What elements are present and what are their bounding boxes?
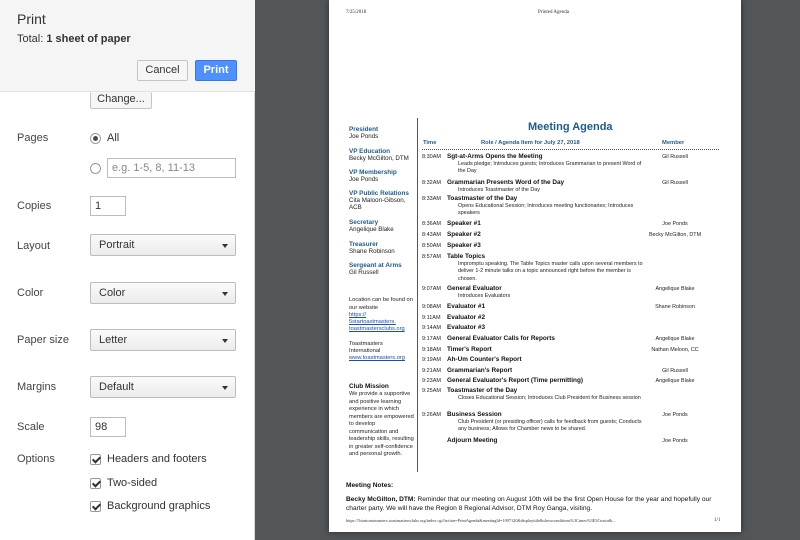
- copies-input[interactable]: 1: [90, 196, 126, 216]
- item-description: Opens Educational Session; Introduces meeting functionaries; Introduces speakers: [458, 203, 634, 217]
- item-title: Toastmaster of the Day: [447, 195, 518, 202]
- background-graphics-checkbox[interactable]: [90, 501, 101, 512]
- two-sided-label: Two-sided: [107, 477, 158, 489]
- item-title: Grammarian Presents Word of the Day: [447, 179, 565, 186]
- officer-name: Becky McGilton, DTM: [349, 155, 409, 162]
- col-member: Member: [662, 140, 685, 146]
- item-title: Speaker #1: [447, 220, 481, 227]
- item-time: 9:21AM: [422, 368, 441, 374]
- item-time: 8:57AM: [422, 254, 441, 260]
- item-member: Gil Russell: [662, 368, 688, 374]
- cancel-button[interactable]: Cancel: [137, 60, 188, 81]
- total-value: 1 sheet of paper: [46, 33, 131, 45]
- officer-title: VP Public Relations: [349, 190, 409, 197]
- chevron-down-icon: [222, 386, 228, 390]
- item-member: Joe Ponds: [662, 412, 688, 418]
- website-link-2[interactable]: 5startoastmasters.: [349, 319, 396, 325]
- paper-size-label: Paper size: [17, 334, 69, 346]
- item-time: 9:25AM: [422, 388, 441, 394]
- color-label: Color: [17, 287, 44, 299]
- total-summary: [17, 33, 131, 45]
- item-title: Adjourn Meeting: [447, 437, 498, 444]
- col-role: Role / Agenda Item for July 27, 2018: [481, 140, 580, 146]
- item-description: Introduces Toastmaster of the Day: [458, 187, 540, 193]
- item-time: 9:18AM: [422, 347, 441, 353]
- item-title: Evaluator #2: [447, 314, 486, 321]
- paper-size-select[interactable]: [90, 329, 236, 351]
- margins-label: Margins: [17, 381, 57, 393]
- item-member: Angelique Blake: [655, 286, 695, 292]
- layout-label: Layout: [17, 240, 51, 252]
- location-text: Location can be found on our website: [349, 297, 413, 311]
- scale-input[interactable]: 98: [90, 417, 126, 437]
- margins-value: Default: [99, 381, 134, 393]
- item-title: Sgt-at-Arms Opens the Meeting: [447, 153, 543, 160]
- item-member: Angelique Blake: [655, 336, 695, 342]
- footer-url: https://5startoastmasters.toastmastersclubs.org/index.cgi?action=PrintAgenda&meetingId=1097120&displaytitle&showconditions%3Cimes%3E3Cextra&...: [346, 518, 616, 523]
- officer-name: Angelique Blake: [349, 226, 394, 233]
- item-time: 9:08AM: [422, 304, 441, 310]
- item-description: Impromptu speaking. The Table Topics master calls upon several members to deliver 1-2 minute talks on a topic announced right before the member is chosen.: [458, 261, 643, 282]
- item-time: 8:43AM: [422, 232, 441, 238]
- item-description: Leads pledge; Introduces guests; Introduces Grammarian to present Word of the Day: [458, 161, 642, 175]
- background-graphics-label: Background graphics: [107, 500, 211, 512]
- item-title: General Evaluator Calls for Reports: [447, 335, 555, 342]
- scale-label: Scale: [17, 421, 45, 433]
- item-title: Table Topics: [447, 253, 486, 260]
- dialog-title: Print: [17, 11, 46, 27]
- print-preview-page[interactable]: [329, 0, 741, 532]
- item-description: Introduces Evaluators: [458, 293, 511, 299]
- options-label: Options: [17, 453, 55, 465]
- item-member: Shane Robinson: [655, 304, 695, 310]
- item-member: Joe Ponds: [662, 221, 688, 227]
- mission-title: Club Mission: [349, 383, 389, 390]
- officer-title: President: [349, 126, 379, 133]
- layout-value: Portrait: [99, 239, 135, 251]
- item-title: Toastmaster of the Day: [447, 387, 518, 394]
- pages-custom-radio[interactable]: [90, 163, 101, 174]
- item-title: Evaluator #1: [447, 303, 486, 310]
- item-title: General Evaluator's Report (Time permitting): [447, 377, 583, 384]
- header-date: 7/25/2018: [346, 10, 367, 15]
- officer-title: Treasurer: [349, 241, 379, 248]
- officer-title: Sergeant at Arms: [349, 262, 402, 269]
- notes-title: Meeting Notes:: [346, 482, 394, 489]
- item-time: 8:30AM: [422, 154, 441, 160]
- item-time: 8:32AM: [422, 180, 441, 186]
- mission-text: We provide a supportive and positive learning experience in which members are empowered to develop communication and leadership skills, resulting in greater self-confidence and personal growth.: [349, 391, 414, 457]
- item-member: Gil Russell: [662, 180, 688, 186]
- item-title: Business Session: [447, 411, 502, 418]
- col-time: Time: [423, 140, 437, 146]
- item-member: Joe Ponds: [662, 438, 688, 444]
- paper-size-value: Letter: [99, 334, 128, 346]
- headers-footers-checkbox[interactable]: [90, 454, 101, 465]
- chevron-down-icon: [222, 339, 228, 343]
- preview-scrollbar[interactable]: [786, 0, 800, 540]
- tm-intl-line1: Toastmasters: [349, 341, 383, 347]
- item-time: 9:19AM: [422, 357, 441, 363]
- item-description: Club President (or presiding officer) calls for feedback from guests; Conducts any business; Allows for Chamber news to be shared.: [458, 419, 642, 433]
- item-member: Becky McGilton, DTM: [648, 232, 702, 238]
- item-time: 9:14AM: [422, 325, 441, 331]
- item-member: Gil Russell: [662, 154, 688, 160]
- print-button[interactable]: Print: [195, 60, 237, 81]
- margins-select[interactable]: [90, 376, 236, 398]
- chevron-down-icon: [222, 292, 228, 296]
- item-title: General Evaluator: [447, 285, 502, 292]
- color-select[interactable]: [90, 282, 236, 304]
- website-link-3[interactable]: toastmastersclubs.org: [349, 326, 405, 332]
- pages-label: Pages: [17, 132, 49, 144]
- pages-range-input[interactable]: [107, 158, 236, 178]
- tm-intl-link[interactable]: www.toastmasters.org: [349, 355, 405, 361]
- item-description: Closes Educational Session; Introduces Club President for Business session: [458, 395, 641, 401]
- item-member: Nathan Meloon, CC: [651, 347, 699, 353]
- item-title: Timer's Report: [447, 346, 492, 353]
- item-time: 8:36AM: [422, 221, 441, 227]
- item-title: Speaker #3: [447, 242, 481, 249]
- color-value: Color: [99, 287, 126, 299]
- item-time: 9:07AM: [422, 286, 441, 292]
- website-link-1[interactable]: https://: [349, 312, 367, 318]
- pages-all-label: All: [107, 132, 120, 144]
- item-time: 8:50AM: [422, 243, 441, 249]
- headers-footers-label: Headers and footers: [107, 453, 207, 465]
- item-time: 9:23AM: [422, 378, 441, 384]
- copies-label: Copies: [17, 200, 52, 212]
- pages-all-radio[interactable]: [90, 133, 101, 144]
- item-title: Speaker #2: [447, 231, 481, 238]
- item-title: Evaluator #3: [447, 324, 486, 331]
- notes-author: Becky McGilton, DTM:: [346, 496, 416, 503]
- officer-name: Shane Robinson: [349, 248, 395, 255]
- footer-page: 1/1: [714, 518, 721, 523]
- total-label: Total:: [17, 33, 44, 45]
- chevron-down-icon: [222, 244, 228, 248]
- officer-title: VP Education: [349, 148, 391, 155]
- print-header: [0, 0, 255, 92]
- officer-title: Secretary: [349, 219, 379, 226]
- item-time: 9:26AM: [422, 412, 441, 418]
- tm-intl-line2: International: [349, 348, 381, 354]
- agenda-title: Meeting Agenda: [528, 121, 613, 133]
- item-title: Grammarian's Report: [447, 367, 513, 374]
- officer-title: VP Membership: [349, 169, 397, 176]
- layout-select[interactable]: [90, 234, 236, 256]
- item-time: 9:11AM: [422, 315, 441, 321]
- header-title: Printed Agenda: [538, 10, 569, 15]
- item-member: Angelique Blake: [655, 378, 695, 384]
- officer-name: Joe Ponds: [349, 133, 379, 140]
- item-time: 9:17AM: [422, 336, 441, 342]
- officer-name-cont: ACB: [349, 204, 362, 211]
- notes-text: Reminder that our meeting on August 10th will be the first Open House for the year and hopefully our charter party. We will have the Region 8 Regional Advisor, DTM Roy Ganga, visiting.: [346, 496, 712, 512]
- item-time: 8:33AM: [422, 196, 441, 202]
- notes-body: [346, 496, 726, 513]
- officer-name: Cita Maloon-Gibson,: [349, 197, 406, 204]
- two-sided-checkbox[interactable]: [90, 478, 101, 489]
- column-divider: [417, 118, 418, 472]
- officer-name: Gil Russell: [349, 269, 379, 276]
- print-settings-panel: [0, 0, 255, 540]
- change-destination-button[interactable]: Change...: [90, 92, 152, 109]
- header-rule: [422, 149, 719, 150]
- officer-name: Joe Ponds: [349, 176, 379, 183]
- item-title: Ah-Um Counter's Report: [447, 356, 522, 363]
